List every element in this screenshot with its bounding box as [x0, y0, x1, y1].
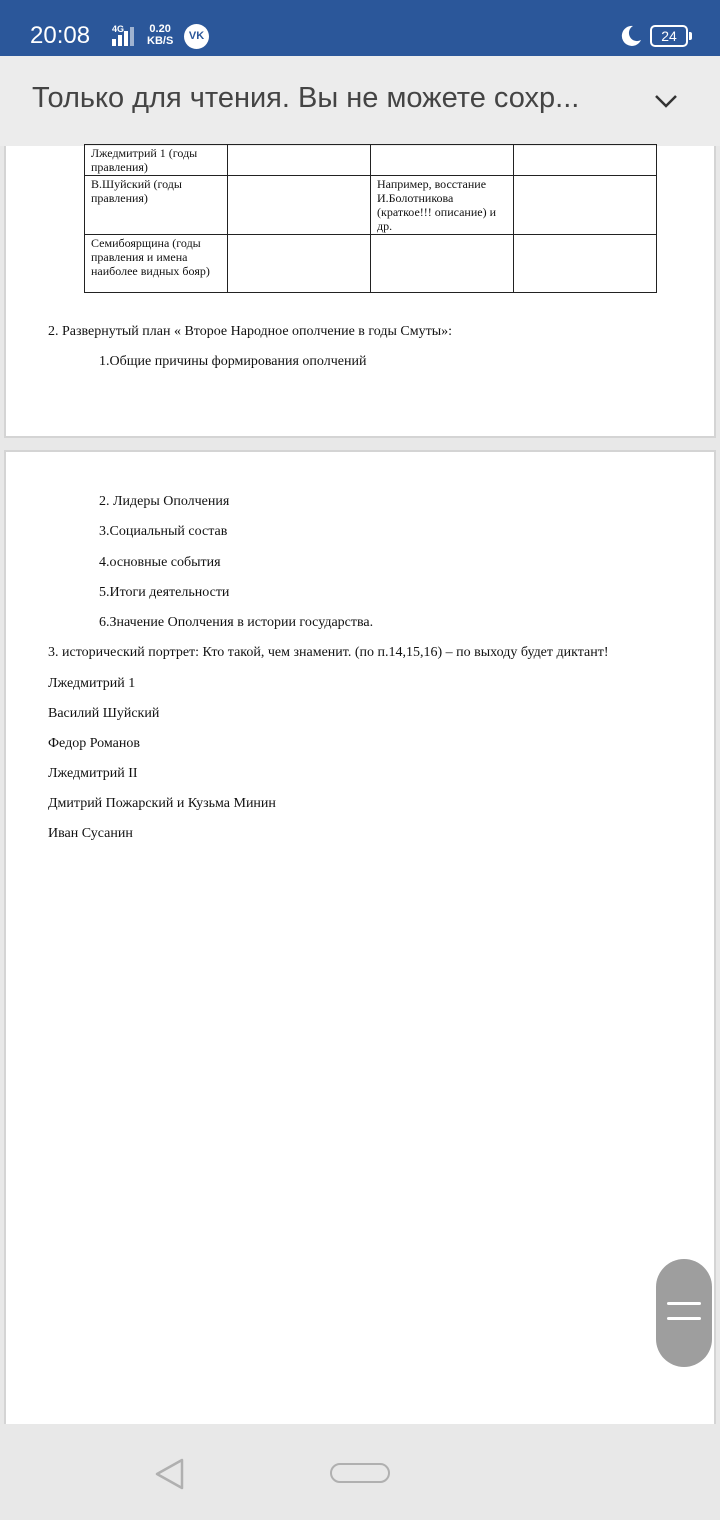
network-type: 4G: [112, 24, 125, 34]
table-row: [85, 176, 657, 235]
table-cell: [514, 145, 657, 176]
person-item: Лжедмитрий 1: [48, 676, 136, 691]
system-nav-bar: [0, 1424, 720, 1520]
table-cell: [514, 235, 657, 293]
plan-item: 3.Социальный состав: [99, 524, 228, 539]
history-table: [84, 144, 657, 293]
table-cell: Семибоярщина (годы правления и имена наиболее видных бояр): [85, 235, 228, 293]
person-item: Федор Романов: [48, 736, 140, 751]
plan-item: 4.основные события: [99, 555, 221, 570]
back-icon[interactable]: [152, 1456, 188, 1492]
banner-title: Только для чтения. Вы не можете сохр...: [32, 82, 580, 114]
table-cell: Лжедмитрий 1 (годы правления): [85, 145, 228, 176]
person-item: Лжедмитрий II: [48, 766, 138, 781]
task-3-heading: 3. исторический портрет: Кто такой, чем знаменит. (по п.14,15,16) – по выходу будет диктант!: [48, 645, 609, 660]
network-speed: 0.20 KB/S: [147, 23, 174, 47]
plan-item: 6.Значение Ополчения в истории государства.: [99, 615, 374, 630]
table-cell: [228, 235, 371, 293]
plan-item: 2. Лидеры Ополчения: [99, 494, 230, 509]
chevron-down-icon[interactable]: [650, 86, 682, 116]
person-item: Иван Сусанин: [48, 826, 133, 841]
vk-icon: VK: [184, 24, 209, 49]
person-item: Василий Шуйский: [48, 706, 160, 721]
table-cell: [228, 176, 371, 235]
table-row: [85, 235, 657, 293]
table-row: [85, 145, 657, 176]
clock: 20:08: [30, 22, 91, 49]
table-cell: Например, восстание И.Болотникова (краткое!!! описание) и др.: [371, 176, 514, 235]
table-cell: [228, 145, 371, 176]
table-cell: [514, 176, 657, 235]
plan-item: 1.Общие причины формирования ополчений: [99, 354, 367, 369]
plan-item: 5.Итоги деятельности: [99, 585, 230, 600]
moon-icon: [618, 24, 642, 48]
table-cell: [371, 145, 514, 176]
signal-icon: [102, 22, 142, 48]
table-cell: [371, 235, 514, 293]
document-page-1: [4, 146, 716, 438]
scroll-handle[interactable]: [656, 1259, 712, 1367]
document-page-2: [4, 450, 716, 1440]
home-button[interactable]: [330, 1463, 390, 1483]
person-item: Дмитрий Пожарский и Кузьма Минин: [48, 796, 276, 811]
task-2-heading: 2. Развернутый план « Второе Народное ополчение в годы Смуты»:: [48, 324, 453, 339]
table-cell: В.Шуйский (годы правления): [85, 176, 228, 235]
status-bar: [0, 0, 720, 56]
battery-icon: 24: [650, 25, 688, 47]
readonly-banner: [0, 56, 720, 146]
